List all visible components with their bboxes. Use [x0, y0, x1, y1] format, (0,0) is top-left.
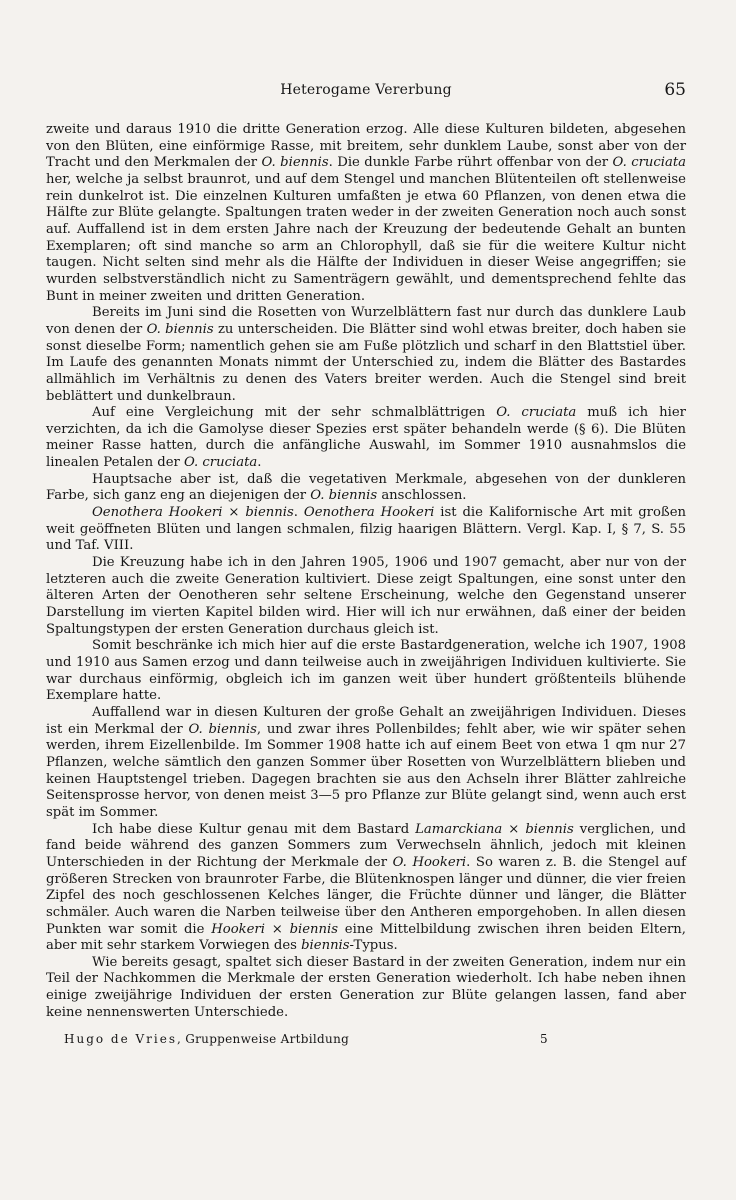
- paragraph: [46, 122, 686, 305]
- italic-text: O. Hookeri: [392, 854, 467, 870]
- body-text: [46, 122, 686, 1021]
- italic-text: Hookeri: [211, 921, 265, 937]
- italic-text: biennis: [301, 938, 350, 954]
- page-footer: [46, 1032, 686, 1052]
- text-run: . So waren z. B. die Stengel auf größeren Strecken von braunroter Farbe, die Blütenknospen länger und dünner, die vier freien Zipfel des noch geschlossenen Kelches länger, die Früchte dünner und länger, die Blätter schmäler. Auch waren die Narben teilweise über den Antheren emporgehoben. In allen diesen Punkten war somit die: [46, 854, 686, 937]
- italic-text: O. cruciata: [496, 405, 577, 421]
- italic-text: O. biennis: [261, 155, 329, 171]
- page-number: 65: [664, 80, 686, 100]
- page-header: [46, 82, 686, 106]
- text-run: . Die dunkle Farbe rührt offenbar von der: [328, 155, 613, 171]
- italic-text: biennis: [525, 821, 574, 837]
- italic-text: O. biennis: [188, 721, 257, 737]
- text-run: .: [257, 455, 262, 471]
- text-run: zu unterscheiden. Die Blätter sind wohl etwas breiter, doch haben sie sonst dieselbe Form; namentlich gehen sie am Fuße plötzlich und scharf in den Blattstiel über. Im Laufe des genannten Monats nimmt der Unterschied zu, indem die Blätter des Bastardes allmählich im Verhältnis zu denen des Vaters breiter werden. Auch die Stengel sind breit beblättert und dunkelbraun.: [46, 321, 687, 404]
- italic-text: O. cruciata: [184, 455, 258, 471]
- running-title: Heterogame Vererbung: [280, 82, 452, 98]
- italic-text: Oenothera Hookeri: [92, 505, 223, 521]
- text-run: ×: [222, 505, 246, 521]
- text-run: zweite und daraus 1910 die dritte Generation erzog. Alle diese Kulturen bildeten, abgesehen von den Blüten, eine einförmige Rasse, mit breitem, sehr dunklem Laube, sonst aber von der Tracht und den Merkmalen der: [46, 122, 686, 171]
- text-run: ist die Kalifornische Art mit großen weit geöffneten Blüten und langen schmalen, filzig haarigen Blättern. Vergl. Kap. I, § 7, S. 55 und Taf. VIII.: [46, 505, 687, 554]
- text-run: Somit beschränke ich mich hier auf die erste Bastardgeneration, welche ich 1907, 1908 und 1910 aus Samen erzog und dann teilweise auch in zweijährigen Individuen kultivierte. Sie war durchaus einförmig, obgleich ich im ganzen weit über hundert größtenteils blühende Exemplare hatte.: [46, 638, 686, 704]
- italic-text: O. biennis: [310, 488, 378, 504]
- paragraph: [46, 472, 686, 505]
- text-run: Auffallend war in diesen Kulturen der große Gehalt an zweijährigen Individuen. Dieses ist ein Merkmal der: [46, 704, 686, 737]
- italic-text: biennis: [245, 505, 294, 521]
- text-run: Wie bereits gesagt, spaltet sich dieser Bastard in der zweiten Generation, indem nur ein Teil der Nachkommen die Merkmale der ersten Generation wiederholt. Ich habe neben ihnen einige zweijährige Individuen der ersten Generation zur Blüte gelangen lassen, fand aber keine nennenswerten Unterschiede.: [46, 954, 686, 1020]
- text-run: Die Kreuzung habe ich in den Jahren 1905, 1906 und 1907 gemacht, aber nur von der letzteren auch die zweite Generation kultiviert. Diese zeigt Spaltungen, eine sonst unter den älteren Arten der Oenotheren sehr seltene Erscheinung, welche den Gegenstand unserer Darstellung im vierten Kapitel bilden wird. Hier will ich nur erwähnen, daß einer der beiden Spaltungstypen der ersten Generation durchaus gleich ist.: [46, 555, 686, 637]
- text-run: Auf eine Vergleichung mit der sehr schmalblättrigen: [92, 405, 497, 421]
- text-run: anschlossen.: [377, 488, 467, 504]
- paragraph: [46, 955, 686, 1022]
- paragraph: [46, 305, 686, 405]
- text-run: , und zwar ihres Pollenbildes; fehlt aber, wie wir später sehen werden, ihrem Eizellenbilde. Im Sommer 1908 hatte ich auf einem Beet von etwa 1 qm nur 27 Pflanzen, welche sämtlich den ganzen Sommer über Rosetten von Wurzelblättern blieben und keinen Hauptstengel trieben. Dagegen brachten sie aus den Achseln ihrer Blätter zahlreiche Seitensprosse hervor, von denen meist 3—5 pro Pflanze zur Blüte gelangt sind, wenn auch erst spät im Sommer.: [46, 721, 687, 820]
- footer-book-title: , Gruppenweise Artbildung: [177, 1032, 350, 1046]
- footer-author: Hugo de Vries: [64, 1032, 178, 1046]
- italic-text: biennis: [289, 921, 339, 937]
- italic-text: Oenothera Hookeri: [303, 505, 435, 521]
- text-run: verglichen, und fand beide während des ganzen Sommers zum Verwechseln ähnlich, jedoch mit kleinen Unterschieden in der Richtung der Merkmale der: [46, 821, 686, 870]
- text-run: ×: [264, 921, 290, 937]
- footer-imprint: [64, 1032, 349, 1046]
- text-run: muß ich hier verzichten, da ich die Gamolyse dieser Spezies erst später behandeln werde (§ 6). Die Blüten meiner Rasse hatten, durch die anfängliche Auswahl, im Sommer 1910 ausnahmslos die linealen Petalen der: [46, 405, 686, 471]
- paragraph: [46, 505, 686, 555]
- text-run: eine Mittelbildung zwischen ihren beiden Eltern, aber mit sehr starkem Vorwiegen des: [46, 921, 686, 954]
- paragraph: [46, 822, 686, 955]
- footer-signature: 5: [540, 1032, 548, 1046]
- text-run: .: [293, 505, 304, 521]
- text-run: ×: [502, 821, 526, 837]
- text-run: Hauptsache aber ist, daß die vegetativen Merkmale, abgesehen von der dunkleren Farbe, sich ganz eng an diejenigen der: [46, 471, 686, 504]
- paragraph: [46, 638, 686, 705]
- text-run: -Typus.: [349, 938, 398, 954]
- italic-text: Lamarckiana: [415, 821, 503, 837]
- italic-text: O. cruciata: [612, 155, 687, 171]
- paragraph: [46, 555, 686, 638]
- text-run: Bereits im Juni sind die Rosetten von Wurzelblättern fast nur durch das dunklere Laub von denen der: [46, 305, 686, 337]
- paragraph: [46, 705, 686, 822]
- paragraph: [46, 405, 686, 472]
- italic-text: O. biennis: [146, 321, 214, 337]
- text-run: her, welche ja selbst braunrot, und auf dem Stengel und manchen Blütenteilen oft stellenweise rein dunkelrot ist. Die einzelnen Kulturen umfaßten je etwa 60 Pflanzen, von denen etwa die Hälfte zur Blüte gelangte. Spaltungen traten weder in der zweiten Generation noch auch sonst auf. Auffallend ist in dem ersten Jahre nach der Kreuzung der bedeutende Gehalt an bunten Exemplaren; oft sind manche so arm an Chlorophyll, daß sie für die weitere Kultur nicht taugen. Nicht selten sind mehr als die Hälfte der Individuen in dieser Weise angegriffen; sie wurden selbstverständlich nicht zu Samenträgern gewählt, und dementsprechend fehlte das Bunt in meiner zweiten und dritten Generation.: [46, 171, 686, 304]
- text-run: Ich habe diese Kultur genau mit dem Bastard: [92, 821, 416, 837]
- book-page: [46, 0, 686, 1200]
